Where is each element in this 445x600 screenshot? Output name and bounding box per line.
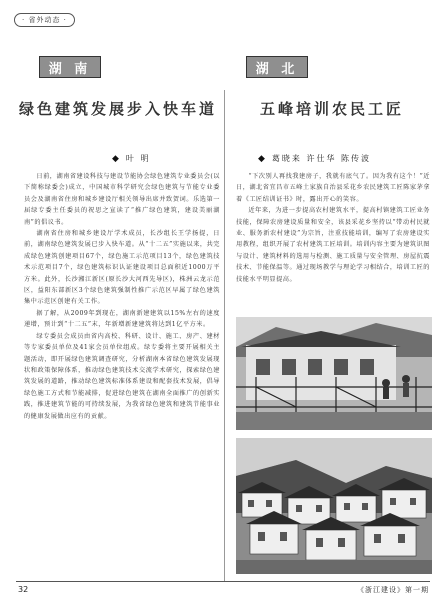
paragraph: 据了解，从2009年到现在，湖南新建建筑以15%左右的速度递增，预计到“十二五”末，年新增新建建筑将达到1亿平方米。 [24, 309, 220, 329]
article-title-right: 五峰培训农民工匠 [259, 100, 404, 118]
photo-village-houses-image [236, 438, 432, 574]
section-tag: · 省外动态 · [14, 13, 75, 27]
paragraph: 日前，湖南省建设科技与建设节能协会绿色建筑专业委员会(以下简称绿委会)成立，中国城市科学研究会绿色建筑与节能专业委员会及湖南省住房和城乡建设厅相关领导出席并致贺词。乐选第一届绿专委主任委员的祝思之宣读了“推广绿色建筑，建设美丽湖南”的倡议书。 [24, 173, 220, 226]
page-number: 32 [18, 585, 29, 594]
diamond-icon: ◆ [112, 153, 121, 164]
article-title-left: 绿色建筑发展步入快车道 [18, 100, 217, 118]
diamond-icon: ◆ [258, 153, 267, 164]
photo-training-site-image [236, 317, 432, 430]
paragraph: 湖南省住房和城乡建设厅学术成员，长沙组长王学扬提，日前，湖南绿色建筑发展已步入快车道。从“十二五”实施以来，共完成绿色建筑创建项目67个，绿色施工示范项目13个，绿色建筑技术示范项目7个，绿色建筑标识认证建设项目总面积近1000万平方米。此外，长沙湘江新区(原长沙大河西先导区)，株洲云龙示范区，益阳东部新区3个绿色建筑强制性推广示范区早属了绿色建筑集中示范区创建有关工作。 [24, 230, 220, 306]
issue-label: 《浙江建设》第一期 [357, 586, 429, 594]
paragraph: “下次别人再找我建房子，我就有底气了。因为我有这个！”近日，湖北省宜昌市五峰土家族自治县采花乡农民建筑工匠陈家茅拿着《工匠结训证书》时，露出开心的笑容。 [236, 173, 430, 203]
column-divider [224, 90, 225, 582]
footer-rule [16, 581, 430, 582]
region-label-left: 湖 南 [48, 61, 92, 77]
article-body-left [24, 171, 220, 581]
byline-left [112, 153, 150, 164]
paragraph: 绿专委员会成员由省内高校、科研、设计、施工、房产、建材等专家委员单位及41家会员单位组成。绿专委将主要开展相关主题活动，即开展绿色建筑调查研究，分析湖南本省绿色建筑发展现状和政策保障体系，推动绿色建筑技术交流学术研究，探索绿色建筑发展的道路，推动绿色建筑标准体系建设和配套技术发展，倡导绿色施工方式和节能减排，促进绿色建筑在湖南全面推广的创新实践，推进建筑节能的可持续发展，为我省绿色建筑和建筑节能事业的健康发展做出应有的贡献。 [24, 332, 220, 420]
photo-village-houses [236, 438, 432, 574]
region-header-left [39, 56, 101, 78]
author-right: 葛晓来 许仕华 陈传波 [271, 154, 372, 163]
photo-training-site [236, 317, 432, 430]
byline-right [258, 153, 371, 164]
paragraph: 近年来，为进一步提高农村建筑水平，提高村镇建筑工匠业务技能，保障农房建设质量和安全，该县采花乡坚持以“带动村民就业、服务新农村建设”为宗旨，注重技能培训，编写了农房建设实用教程，组织开展了农村建筑工匠培训。培训内容主要为建筑识图与设计、建筑材料的选用与检测、施工质量与安全管理、房屋抗震技术、节能保温等。通过现场教学与理论学习相结合，培训工匠的技能水平明显提高。 [236, 207, 430, 283]
article-body-right [236, 171, 430, 311]
region-header-right [246, 56, 308, 78]
region-label-right: 湖 北 [255, 61, 299, 77]
author-left: 叶 明 [125, 154, 151, 163]
